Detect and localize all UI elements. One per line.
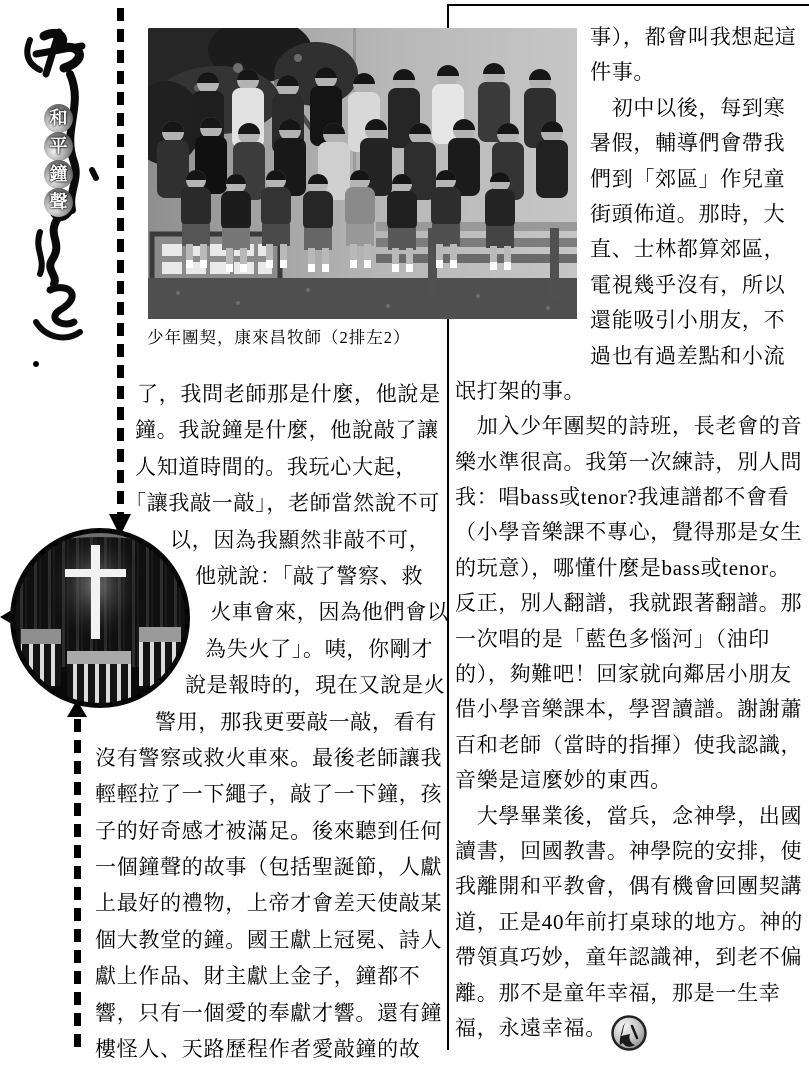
text-line: 說是報時的，現在又說是火 xyxy=(185,673,446,698)
left-text-column xyxy=(95,376,447,1067)
text-line: 還能吸引小朋友，不 xyxy=(590,308,786,333)
text-line: 暑假，輔導們會帶我 xyxy=(590,131,786,156)
text-line: （小學音樂課不專心，覺得那是女生 xyxy=(455,520,803,545)
text-line: 直、士林都算郊區， xyxy=(590,237,786,262)
text-line: 加入少年團契的詩班，長老會的音 xyxy=(455,414,803,439)
text-line: 電視幾乎沒有，所以 xyxy=(590,272,786,297)
text-line: 樂水準很高。我第一次練詩，別人問 xyxy=(455,449,803,474)
dashed-line-top xyxy=(117,8,124,514)
text-line: 子的好奇感才被滿足。後來聽到任何 xyxy=(95,818,443,843)
text-line: 鐘。我說鐘是什麼，他說敲了讓 xyxy=(135,418,439,443)
text-line: 的），夠難吧！回家就向鄰居小朋友 xyxy=(455,662,792,687)
text-line: 過也有過差點和小流 xyxy=(590,343,786,368)
text-line: 音樂是這麼妙的東西。 xyxy=(455,768,672,793)
text-line: 輕輕拉了一下繩子，敲了一下鐘，孩 xyxy=(95,782,443,807)
text-line: 們到「郊區」作兒童 xyxy=(590,166,786,191)
text-line: 的玩意），哪懂什麼是bass或tenor。 xyxy=(455,555,791,580)
text-line: 獻上作品、財主獻上金子，鐘都不 xyxy=(95,964,421,989)
text-line: 沒有警察或救火車來。最後老師讓我 xyxy=(95,745,443,770)
text-line: 讀書，回國教書。神學院的安排，使 xyxy=(455,838,803,863)
coin-seal-icon xyxy=(610,1014,648,1052)
text-line: 「讓我敲一敲」，老師當然說不可 xyxy=(125,491,440,516)
text-line: 警用，那我更要敲一敲，看有 xyxy=(155,709,438,734)
text-line: 他就說：「敲了警察、救 xyxy=(195,563,424,588)
text-line: 福，永遠幸福。 xyxy=(455,1015,607,1040)
text-line: 件事。 xyxy=(590,60,656,85)
text-line: 了，我問老師那是什麼，他說是 xyxy=(137,382,441,406)
photo-caption: 少年團契，康來昌牧師（2排左2） xyxy=(147,328,411,347)
text-line: 帶領真巧妙，童年認識神，到老不偏 xyxy=(455,945,803,970)
text-line: 我離開和平教會，偶有機會回團契講 xyxy=(455,874,803,899)
text-line: 一次唱的是「藍色多惱河」（油印 xyxy=(455,626,770,651)
text-line: 反正，別人翻譜，我就跟著翻譜。那 xyxy=(455,591,803,616)
text-line: 初中以後，每到寒 xyxy=(590,95,786,120)
text-line: 響，只有一個愛的奉獻才響。還有鐘 xyxy=(95,1000,443,1025)
text-line: 街頭佈道。那時，大 xyxy=(590,201,786,226)
text-line: 氓打架的事。 xyxy=(455,378,586,403)
text-line: 人知道時間的。我玩心大起， xyxy=(135,454,418,479)
title-badge-3: 鐘 xyxy=(44,160,73,189)
text-line: 樓怪人、天路歷程作者愛敲鐘的故 xyxy=(95,1037,421,1062)
top-rule xyxy=(448,4,809,6)
title-badge-2: 平 xyxy=(44,132,73,161)
church-cross-photo xyxy=(10,528,190,708)
text-line: 上最好的禮物，上帝才會差天使敲某 xyxy=(95,891,443,916)
text-line: 借小學音樂課本，學習讀譜。謝謝蕭 xyxy=(455,697,803,722)
text-line: 道，正是40年前打桌球的地方。神的 xyxy=(455,909,803,934)
text-line: 為失火了」。咦，你剛才 xyxy=(205,636,434,661)
text-line: 一個鐘聲的故事（包括聖誕節，人獻 xyxy=(95,855,443,880)
text-line: 我：唱bass或tenor?我連譜都不會看 xyxy=(455,485,790,510)
text-line: 以，因為我顯然非敲不可， xyxy=(170,527,431,552)
dashed-line-bottom xyxy=(74,719,81,1052)
text-line: 事），都會叫我想起這 xyxy=(590,25,797,49)
text-line: 大學畢業後，當兵，念神學，出國 xyxy=(455,803,803,828)
title-badge-4: 聲 xyxy=(44,188,73,217)
text-line: 個大教堂的鐘。國王獻上冠冕、詩人 xyxy=(95,927,443,952)
cross-icon xyxy=(91,545,100,639)
text-line: 百和老師（當時的指揮）使我認識， xyxy=(455,732,803,757)
title-badge-1: 和 xyxy=(44,104,73,133)
text-line: 火車會來，因為他們會以 xyxy=(210,600,449,625)
text-line: 離。那不是童年幸福，那是一生幸 xyxy=(455,980,781,1005)
right-text-column xyxy=(455,20,809,1046)
